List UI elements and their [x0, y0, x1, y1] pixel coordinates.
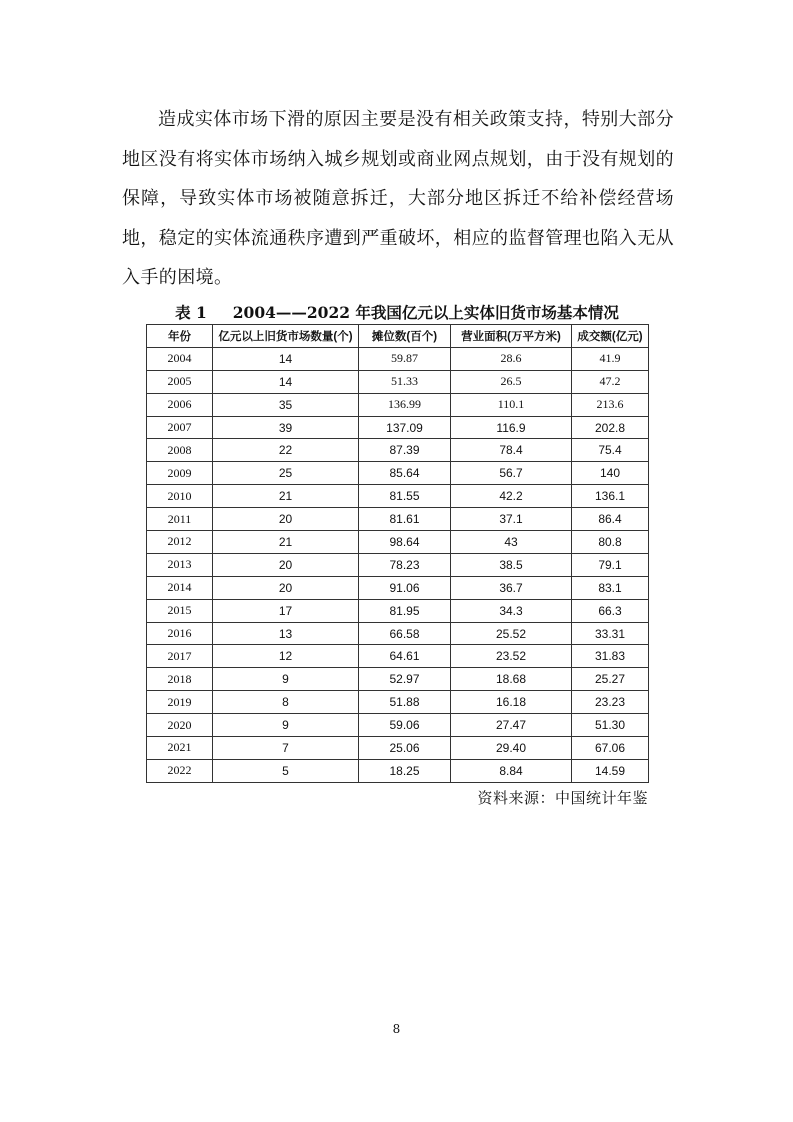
cell-turnover: 23.23 [572, 691, 649, 714]
cell-year: 2010 [147, 485, 213, 508]
cell-market-count: 21 [213, 531, 359, 554]
cell-market-count: 9 [213, 714, 359, 737]
table-caption-title: 2004——2022 年我国亿元以上实体旧货市场基本情况 [232, 303, 619, 322]
cell-stalls: 59.87 [359, 347, 451, 370]
cell-turnover: 75.4 [572, 439, 649, 462]
cell-year: 2008 [147, 439, 213, 462]
cell-year: 2017 [147, 645, 213, 668]
table-row [147, 462, 649, 485]
cell-market-count: 35 [213, 393, 359, 416]
body-paragraph [122, 100, 674, 298]
table-caption-label: 表 1 [175, 303, 207, 322]
cell-stalls: 18.25 [359, 759, 451, 782]
cell-business-area: 38.5 [451, 553, 572, 576]
cell-year: 2009 [147, 462, 213, 485]
cell-stalls: 81.61 [359, 508, 451, 531]
cell-market-count: 20 [213, 553, 359, 576]
cell-stalls: 98.64 [359, 531, 451, 554]
cell-business-area: 26.5 [451, 370, 572, 393]
source-note: 资料来源：中国统计年鉴 [477, 789, 648, 807]
cell-turnover: 31.83 [572, 645, 649, 668]
cell-turnover: 66.3 [572, 599, 649, 622]
cell-year: 2012 [147, 531, 213, 554]
page-number: 8 [392, 1022, 401, 1036]
cell-year: 2018 [147, 668, 213, 691]
cell-stalls: 81.95 [359, 599, 451, 622]
table-row [147, 485, 649, 508]
cell-year: 2022 [147, 759, 213, 782]
table-row [147, 691, 649, 714]
table-caption [146, 301, 648, 323]
table-row [147, 622, 649, 645]
cell-year: 2021 [147, 737, 213, 760]
table-row [147, 714, 649, 737]
cell-stalls: 66.58 [359, 622, 451, 645]
table-row [147, 553, 649, 576]
cell-business-area: 78.4 [451, 439, 572, 462]
table-row [147, 759, 649, 782]
cell-turnover: 67.06 [572, 737, 649, 760]
cell-year: 2016 [147, 622, 213, 645]
cell-turnover: 41.9 [572, 347, 649, 370]
cell-business-area: 16.18 [451, 691, 572, 714]
cell-turnover: 136.1 [572, 485, 649, 508]
cell-turnover: 33.31 [572, 622, 649, 645]
table-row [147, 439, 649, 462]
cell-business-area: 29.40 [451, 737, 572, 760]
cell-stalls: 51.33 [359, 370, 451, 393]
cell-stalls: 87.39 [359, 439, 451, 462]
table-row [147, 370, 649, 393]
cell-business-area: 27.47 [451, 714, 572, 737]
cell-market-count: 14 [213, 347, 359, 370]
cell-market-count: 14 [213, 370, 359, 393]
cell-stalls: 25.06 [359, 737, 451, 760]
cell-business-area: 34.3 [451, 599, 572, 622]
cell-stalls: 64.61 [359, 645, 451, 668]
cell-turnover: 202.8 [572, 416, 649, 439]
cell-business-area: 37.1 [451, 508, 572, 531]
cell-business-area: 110.1 [451, 393, 572, 416]
header-year: 年份 [147, 325, 213, 348]
table-row [147, 599, 649, 622]
table-row [147, 508, 649, 531]
cell-turnover: 83.1 [572, 576, 649, 599]
cell-market-count: 12 [213, 645, 359, 668]
header-business-area: 营业面积(万平方米) [451, 325, 572, 348]
cell-market-count: 17 [213, 599, 359, 622]
cell-stalls: 136.99 [359, 393, 451, 416]
cell-stalls: 52.97 [359, 668, 451, 691]
body-paragraph-text: 造成实体市场下滑的原因主要是没有相关政策支持，特别大部分地区没有将实体市场纳入城乡规划或商业网点规划，由于没有规划的保障，导致实体市场被随意拆迁，大部分地区拆迁不给补偿经营场地，稳定的实体流通秩序遭到严重破坏，相应的监督管理也陷入无从入手的困境。 [122, 109, 674, 288]
cell-business-area: 8.84 [451, 759, 572, 782]
table-row [147, 645, 649, 668]
cell-year: 2011 [147, 508, 213, 531]
cell-turnover: 51.30 [572, 714, 649, 737]
cell-year: 2015 [147, 599, 213, 622]
cell-market-count: 25 [213, 462, 359, 485]
cell-turnover: 140 [572, 462, 649, 485]
cell-turnover: 86.4 [572, 508, 649, 531]
cell-business-area: 116.9 [451, 416, 572, 439]
cell-turnover: 47.2 [572, 370, 649, 393]
cell-year: 2013 [147, 553, 213, 576]
table-row [147, 576, 649, 599]
market-data-table [146, 324, 649, 783]
cell-market-count: 9 [213, 668, 359, 691]
cell-market-count: 7 [213, 737, 359, 760]
table-row [147, 668, 649, 691]
header-market-count: 亿元以上旧货市场数量(个) [213, 325, 359, 348]
cell-year: 2004 [147, 347, 213, 370]
cell-turnover: 79.1 [572, 553, 649, 576]
cell-year: 2020 [147, 714, 213, 737]
table-row [147, 416, 649, 439]
cell-market-count: 22 [213, 439, 359, 462]
cell-business-area: 43 [451, 531, 572, 554]
cell-turnover: 25.27 [572, 668, 649, 691]
cell-year: 2019 [147, 691, 213, 714]
cell-business-area: 25.52 [451, 622, 572, 645]
header-stalls: 摊位数(百个) [359, 325, 451, 348]
cell-market-count: 5 [213, 759, 359, 782]
cell-turnover: 14.59 [572, 759, 649, 782]
table-row [147, 393, 649, 416]
table-row [147, 531, 649, 554]
cell-turnover: 80.8 [572, 531, 649, 554]
header-turnover: 成交额(亿元) [572, 325, 649, 348]
cell-stalls: 81.55 [359, 485, 451, 508]
table-row [147, 737, 649, 760]
cell-year: 2006 [147, 393, 213, 416]
cell-market-count: 39 [213, 416, 359, 439]
cell-turnover: 213.6 [572, 393, 649, 416]
cell-business-area: 28.6 [451, 347, 572, 370]
cell-market-count: 21 [213, 485, 359, 508]
cell-stalls: 137.09 [359, 416, 451, 439]
table-row [147, 347, 649, 370]
cell-market-count: 20 [213, 508, 359, 531]
cell-year: 2014 [147, 576, 213, 599]
cell-business-area: 23.52 [451, 645, 572, 668]
cell-year: 2005 [147, 370, 213, 393]
cell-market-count: 8 [213, 691, 359, 714]
table-header-row [147, 325, 649, 348]
cell-business-area: 36.7 [451, 576, 572, 599]
cell-business-area: 18.68 [451, 668, 572, 691]
table-body [147, 347, 649, 782]
cell-market-count: 13 [213, 622, 359, 645]
cell-business-area: 56.7 [451, 462, 572, 485]
cell-stalls: 85.64 [359, 462, 451, 485]
cell-business-area: 42.2 [451, 485, 572, 508]
cell-year: 2007 [147, 416, 213, 439]
cell-stalls: 59.06 [359, 714, 451, 737]
cell-stalls: 78.23 [359, 553, 451, 576]
cell-stalls: 91.06 [359, 576, 451, 599]
cell-stalls: 51.88 [359, 691, 451, 714]
cell-market-count: 20 [213, 576, 359, 599]
